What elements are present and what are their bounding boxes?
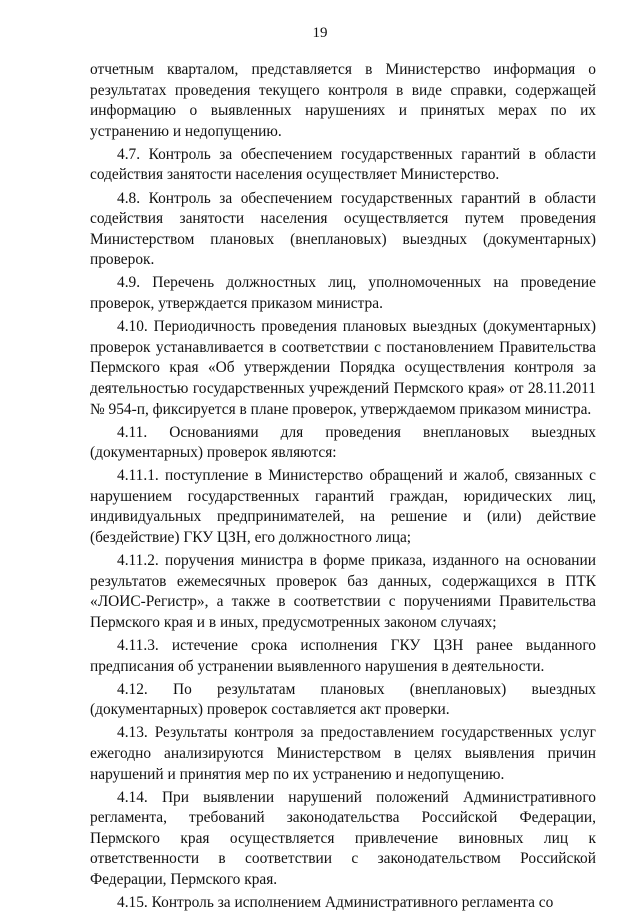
paragraph-4-12: 4.12. По результатам плановых (внеплановых) выездных (документарных) проверок составляется акт проверки.	[90, 680, 596, 719]
paragraph-4-11-2: 4.11.2. поручения министра в форме приказа, изданного на основании результатов ежемесячных проверок баз данных, содержащихся в ПТК «ЛОИС-Регистр», а также в соответствии с поручениями Правительства Пермского края и в иных, предусмотренных законом случаях;	[90, 552, 596, 631]
paragraph-4-14: 4.14. При выявлении нарушений положений Административного регламента, требований законодательства Российской Федерации, Пермского края осуществляется привлечение виновных лиц к ответственности в соответствии с законодательством Российской Федерации, Пермского края.	[90, 788, 596, 889]
paragraph-4-10: 4.10. Периодичность проведения плановых выездных (документарных) проверок устанавливается в соответствии с постановлением Правительства Пермского края «Об утверждении Порядка осуществления контроля за деятельностью государственных учреждений Пермского края» от 28.11.2011 № 954-п, фиксируется в плане проверок, утверждаемом приказом министра.	[90, 318, 596, 418]
paragraph-4-13: 4.13. Результаты контроля за предоставлением государственных услуг ежегодно анализируются Министерством в целях выявления причин нарушений и принятия мер по их устранению и недопущению.	[90, 724, 596, 783]
paragraph-4-11-1: 4.11.1. поступление в Министерство обращений и жалоб, связанных с нарушением государственных гарантий граждан, юридических лиц, индивидуальных предпринимателей, на решение и (или) действие (бездействие) ГКУ ЦЗН, его должностного лица;	[90, 467, 596, 547]
paragraph-4-7: 4.7. Контроль за обеспечением государственных гарантий в области содействия занятости населения осуществляет Министерство.	[90, 145, 596, 184]
paragraph-4-11: 4.11. Основаниями для проведения внеплановых выездных (документарных) проверок являются:	[90, 423, 596, 462]
paragraph-4-11-3: 4.11.3. истечение срока исполнения ГКУ ЦЗН ранее выданного предписания об устранении выявленного нарушения в деятельности.	[90, 637, 596, 675]
paragraph-4-8: 4.8. Контроль за обеспечением государственных гарантий в области содействия занятости населения осуществляется путем проведения Министерством плановых (внеплановых) выездных (документарных) проверок.	[90, 189, 596, 269]
page-number: 19	[312, 25, 328, 41]
document-body	[90, 60, 596, 916]
paragraph-4-15: 4.15. Контроль за исполнением Административного регламента со	[117, 894, 554, 912]
paragraph-4-9: 4.9. Перечень должностных лиц, уполномоченных на проведение проверок, утверждается приказом министра.	[90, 274, 596, 313]
paragraph-continuation: отчетным кварталом, представляется в Министерство информация о результатах проведения текущего контроля в виде справки, содержащей информацию о выявленных нарушениях и принятых мерах по их устранению и недопущению.	[90, 61, 596, 140]
